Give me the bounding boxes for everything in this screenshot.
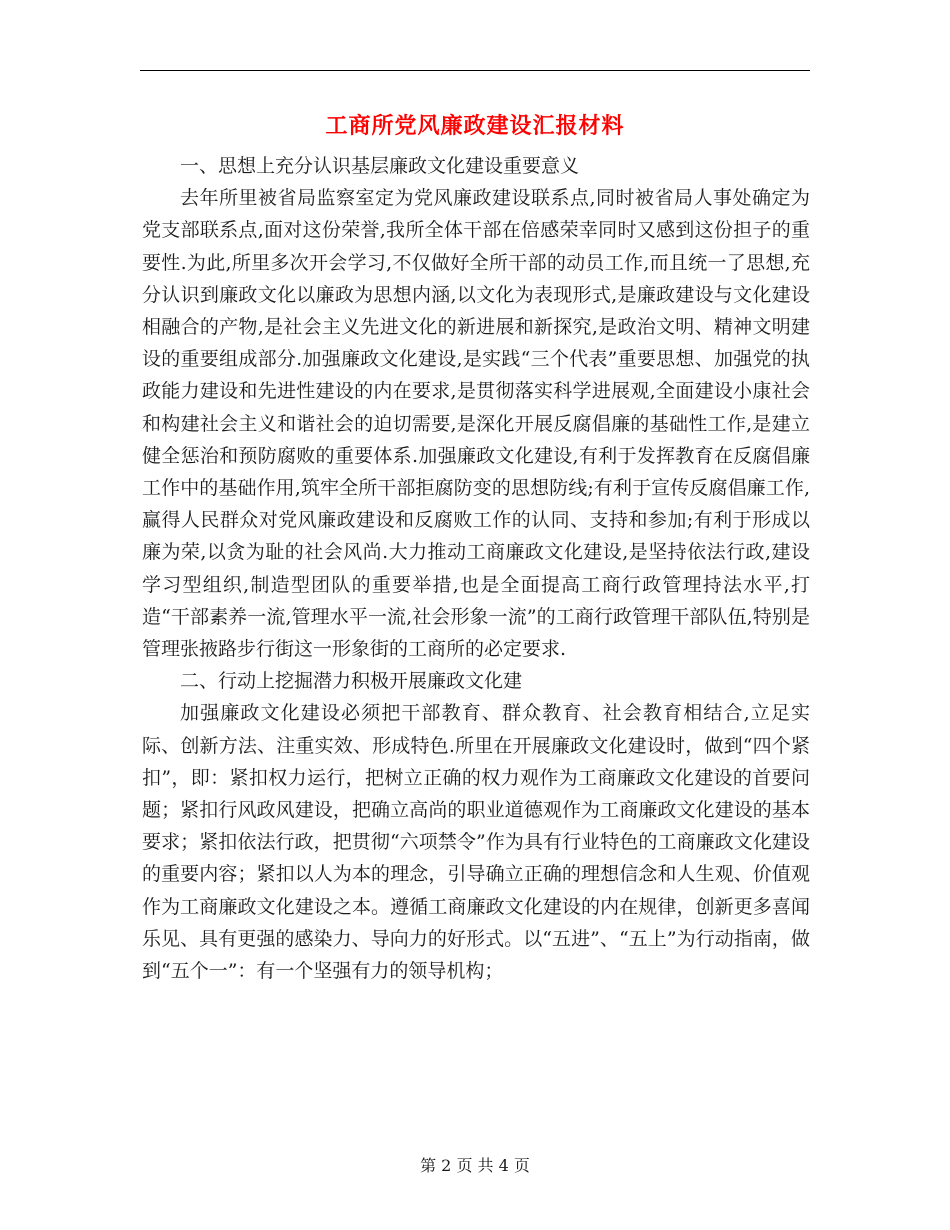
document-body xyxy=(142,150,810,987)
body-paragraph-2: 加强廉政文化建设必须把干部教育、群众教育、社会教育相结合,立足实际、创新方法、注重实效、形成特色.所里在开展廉政文化建设时，做到“四个紧扣”，即：紧扣权力运行，把树立正确的权力观作为工商廉政文化建设的首要问题；紧扣行风政风建设，把确立高尚的职业道德观作为工商廉政文化建设的基本要求；紧扣依法行政，把贯彻“六项禁令”作为具有行业特色的工商廉政文化建设的重要内容；紧扣以人为本的理念，引导确立正确的理想信念和人生观、价值观作为工商廉政文化建设之本。遵循工商廉政文化建设的内在规律，创新更多喜闻乐见、具有更强的感染力、导向力的好形式。以“五进”、“五上”为行动指南，做到“五个一”：有一个坚强有力的领导机构； xyxy=(142,702,810,983)
header-rule xyxy=(140,70,810,71)
page-footer: 第 2 页 共 4 页 xyxy=(420,1156,530,1175)
section-heading-1: 一、思想上充分认识基层廉政文化建设重要意义 xyxy=(180,155,580,177)
document-title: 工商所党风廉政建设汇报材料 xyxy=(325,113,625,139)
body-paragraph-1: 去年所里被省局监察室定为党风廉政建设联系点,同时被省局人事处确定为党支部联系点,面对这份荣誉,我所全体干部在倍感荣幸同时又感到这份担子的重要性.为此,所里多次开会学习,不仅做好全所干部的动员工作,而且统一了思想,充分认识到廉政文化以廉政为思想内涵,以文化为表现形式,是廉政建设与文化建设相融合的产物,是社会主义先进文化的新进展和新探究,是政治文明、精神文明建设的重要组成部分.加强廉政文化建设,是实践“三个代表”重要思想、加强党的执政能力建设和先进性建设的内在要求,是贯彻落实科学进展观,全面建设小康社会和构建社会主义和谐社会的迫切需要,是深化开展反腐倡廉的基础性工作,是建立健全惩治和预防腐败的重要体系.加强廉政文化建设,有利于发挥教育在反腐倡廉工作中的基础作用,筑牢全所干部拒腐防变的思想防线;有利于宣传反腐倡廉工作,赢得人民群众对党风廉政建设和反腐败工作的认同、支持和参加;有利于形成以廉为荣,以贪为耻的社会风尚.大力推动工商廉政文化建设,是坚持依法行政,建设学习型组织,制造型团队的重要举措,也是全面提高工商行政管理持法水平,打造“干部素养一流,管理水平一流,社会形象一流”的工商行政管理干部队伍,特别是管理张掖路步行街这一形象街的工商所的必定要求. xyxy=(142,187,810,661)
section-heading-2: 二、行动上挖掘潜力积极开展廉政文化建 xyxy=(180,670,523,693)
